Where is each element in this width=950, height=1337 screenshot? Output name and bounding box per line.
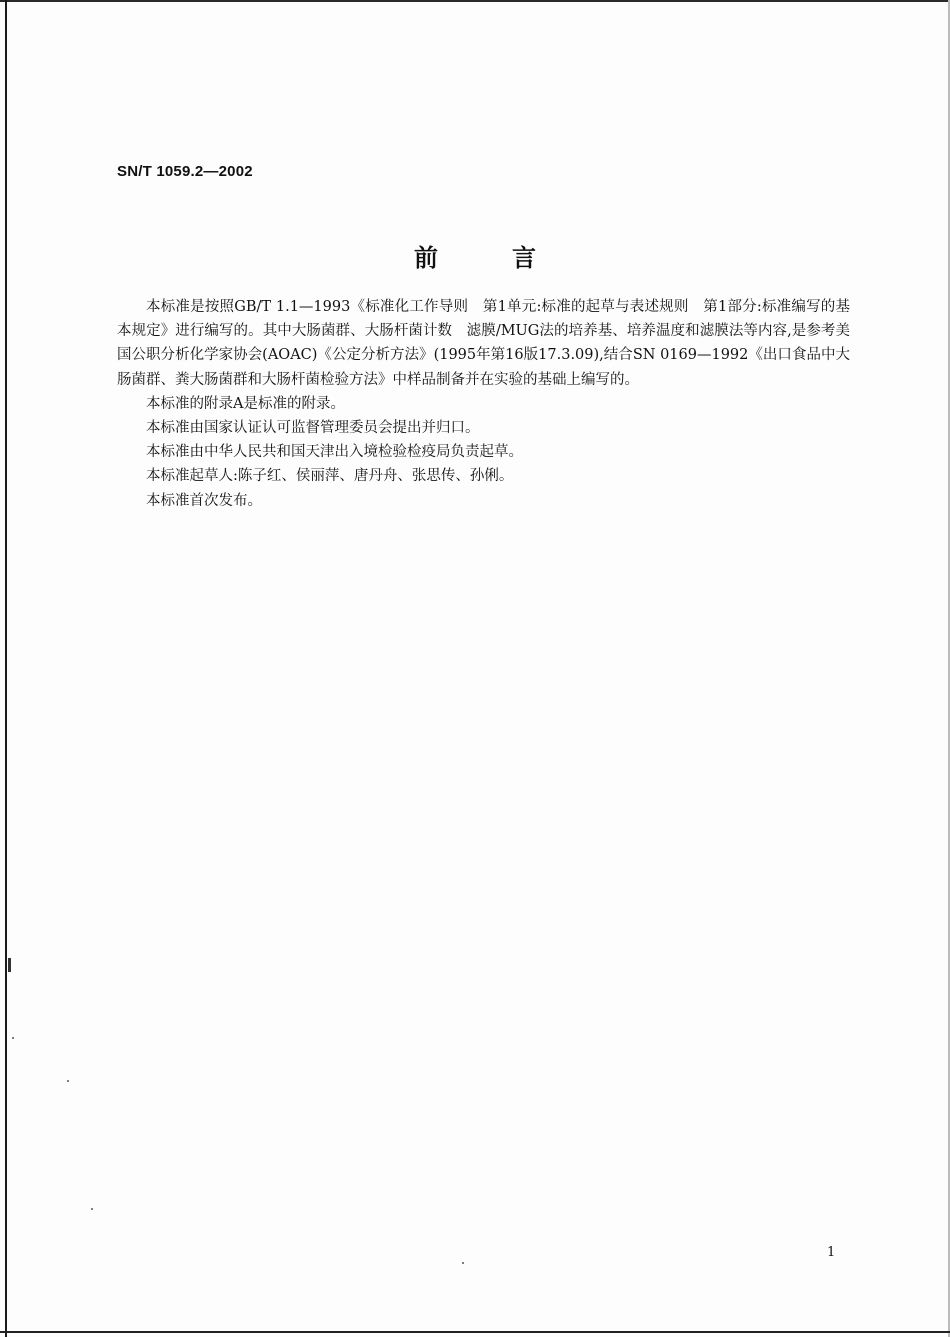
paragraph-proposer: 本标准由国家认证认可监督管理委员会提出并归口。 <box>146 420 480 437</box>
document-code: SN/T 1059.2—2002 <box>117 163 253 180</box>
foreword-body <box>117 295 850 513</box>
section-title: 前言 <box>414 244 610 272</box>
scan-artifact-mark <box>8 958 11 972</box>
page-number: 1 <box>827 1245 836 1260</box>
paragraph-first-release: 本标准首次发布。 <box>146 492 262 509</box>
scan-speck <box>12 1037 14 1039</box>
paragraph-appendix: 本标准的附录A是标准的附录。 <box>146 395 345 412</box>
scan-edge-left <box>5 0 7 1337</box>
scan-speck <box>462 1262 464 1264</box>
paragraph-basis: 本标准是按照GB/T 1.1—1993《标准化工作导则 第1单元:标准的起草与表述规则 第1部分:标准编写的基本规定》进行编写的。其中大肠菌群、大肠杆菌计数 滤膜/MUG法的培养基、培养温度和滤膜法等内容,是参考美国公职分析化学家协会(AOAC)《公定分析方法》(1995年第16版17.3.09),结合SN 0169—1992《出口食品中大肠菌群、粪大肠菌群和大肠杆菌检验方法》中样品制备并在实验的基础上编写的。 <box>117 299 850 388</box>
paragraph-drafting-unit: 本标准由中华人民共和国天津出入境检验检疫局负责起草。 <box>146 444 523 461</box>
scan-speck <box>91 1208 93 1210</box>
scan-edge-top <box>0 0 950 2</box>
scan-speck <box>67 1080 69 1082</box>
scan-edge-bottom <box>0 1331 950 1333</box>
paragraph-drafters: 本标准起草人:陈子红、侯丽萍、唐丹舟、张思传、孙俐。 <box>146 468 514 485</box>
